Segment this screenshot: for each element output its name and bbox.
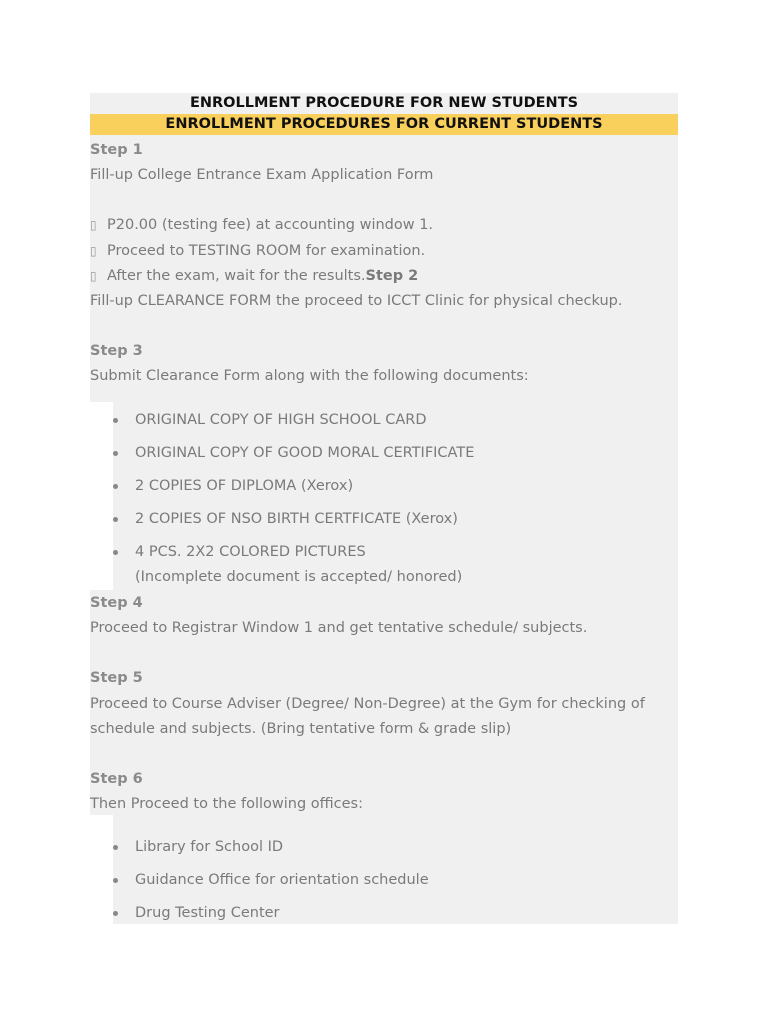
- bullet-icon: [113, 451, 118, 456]
- list-item: Drug Testing Center: [135, 901, 280, 925]
- step-3-label: Step 3: [90, 343, 143, 360]
- bullet-icon: [113, 878, 118, 883]
- missing-glyph-icon: ▯: [90, 218, 97, 233]
- bullet-icon: [113, 550, 118, 555]
- step-5-label: Step 5: [90, 670, 143, 687]
- bullet-icon: [113, 418, 118, 423]
- step-2-label: Step 2: [365, 267, 419, 284]
- list-item: Library for School ID: [135, 835, 283, 859]
- missing-glyph-icon: ▯: [90, 243, 97, 258]
- step-5-text: Proceed to Course Adviser (Degree/ Non-Degree) at the Gym for checking of: [90, 695, 645, 712]
- bullet-icon: [113, 845, 118, 850]
- step-6-text: Then Proceed to the following offices:: [90, 796, 363, 813]
- step-3-text: Submit Clearance Form along with the following documents:: [90, 368, 529, 385]
- list-item: 2 COPIES OF NSO BIRTH CERTFICATE (Xerox): [135, 507, 458, 531]
- list-item: Guidance Office for orientation schedule: [135, 868, 429, 892]
- step-1-item: ▯ P20.00 (testing fee) at accounting window 1.: [90, 213, 678, 238]
- step-1-text: Fill-up College Entrance Exam Application Form: [90, 167, 434, 184]
- list-note: (Incomplete document is accepted/ honored): [135, 569, 463, 585]
- step-5-text: schedule and subjects. (Bring tentative form & grade slip): [90, 720, 512, 737]
- step-2-text: Fill-up CLEARANCE FORM the proceed to ICCT Clinic for physical checkup.: [90, 293, 623, 310]
- missing-glyph-icon: ▯: [90, 268, 97, 283]
- step-1-item: ▯ After the exam, wait for the results.Step 2: [90, 264, 678, 289]
- bullet-icon: [113, 911, 118, 916]
- list-item: ORIGINAL COPY OF GOOD MORAL CERTIFICATE: [135, 441, 474, 465]
- step-1-label: Step 1: [90, 142, 143, 158]
- step-3-document-list: [90, 408, 678, 588]
- list-item: 2 COPIES OF DIPLOMA (Xerox): [135, 474, 353, 498]
- bullet-icon: [113, 517, 118, 522]
- bullet-icon: [113, 484, 118, 489]
- page-title-new-students: ENROLLMENT PROCEDURE FOR NEW STUDENTS: [90, 93, 678, 114]
- page-title-current-students: ENROLLMENT PROCEDURES FOR CURRENT STUDENTS: [90, 114, 678, 135]
- step-1-section: [90, 138, 678, 390]
- list-item: 4 PCS. 2X2 COLORED PICTURES: [135, 540, 366, 564]
- steps-4-6-section: [90, 591, 678, 817]
- step-6-label: Step 6: [90, 771, 143, 788]
- step-6-office-list: [90, 835, 678, 925]
- step-4-label: Step 4: [90, 595, 143, 611]
- step-4-text: Proceed to Registrar Window 1 and get tentative schedule/ subjects.: [90, 620, 588, 637]
- step-1-item: ▯ Proceed to TESTING ROOM for examination.: [90, 239, 678, 264]
- list-item: ORIGINAL COPY OF HIGH SCHOOL CARD: [135, 408, 426, 432]
